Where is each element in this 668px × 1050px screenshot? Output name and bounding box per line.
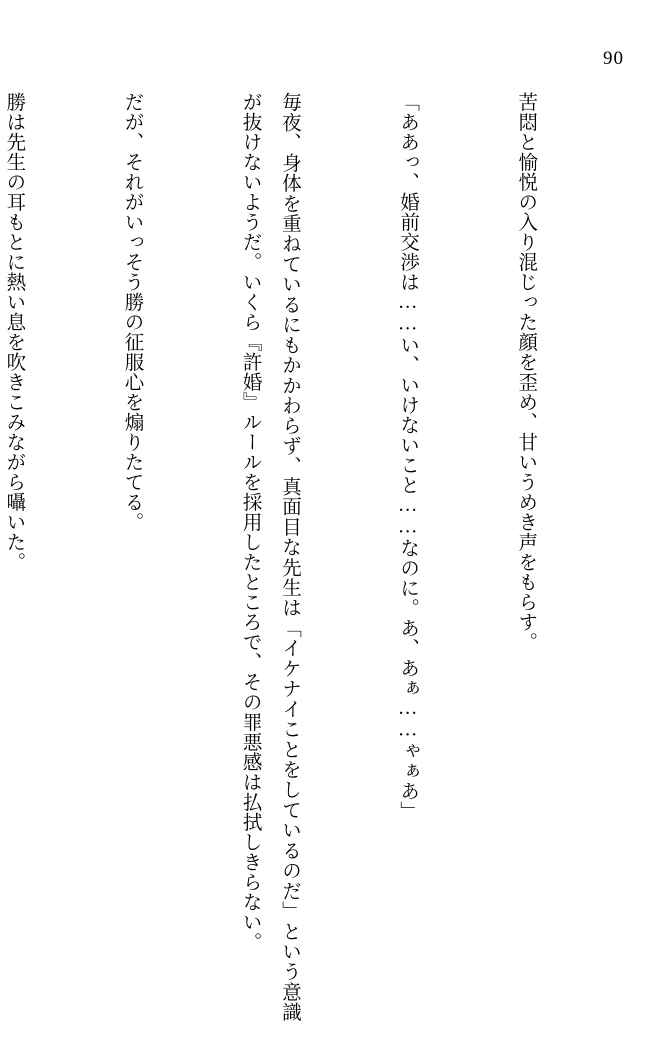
paragraph: だが、それがいっそう勝の征服心を煽りたてる。 bbox=[121, 92, 143, 532]
paragraph: 毎夜、身体を重ねているにもかかわらず、真面目な先生は「イケナイことをしているのだ」という意識が抜けないようだ。いくら『許婚』ルールを採用したところで、その罪悪感は払拭しきらない。 bbox=[239, 92, 300, 1022]
paragraph: 勝は先生の耳もとに熱い息を吹きこみながら囁いた。 bbox=[3, 92, 25, 572]
paragraph: 苦悶と愉悦の入り混じった顔を歪め、甘いうめき声をもらす。 bbox=[515, 92, 537, 652]
body-text bbox=[3, 92, 624, 1022]
page-number: 90 bbox=[603, 48, 624, 69]
paragraph: 「ああっ、婚前交渉は……い、いけないこと……なのに。あ、あぁ……ゃぁあ」 bbox=[397, 92, 419, 821]
